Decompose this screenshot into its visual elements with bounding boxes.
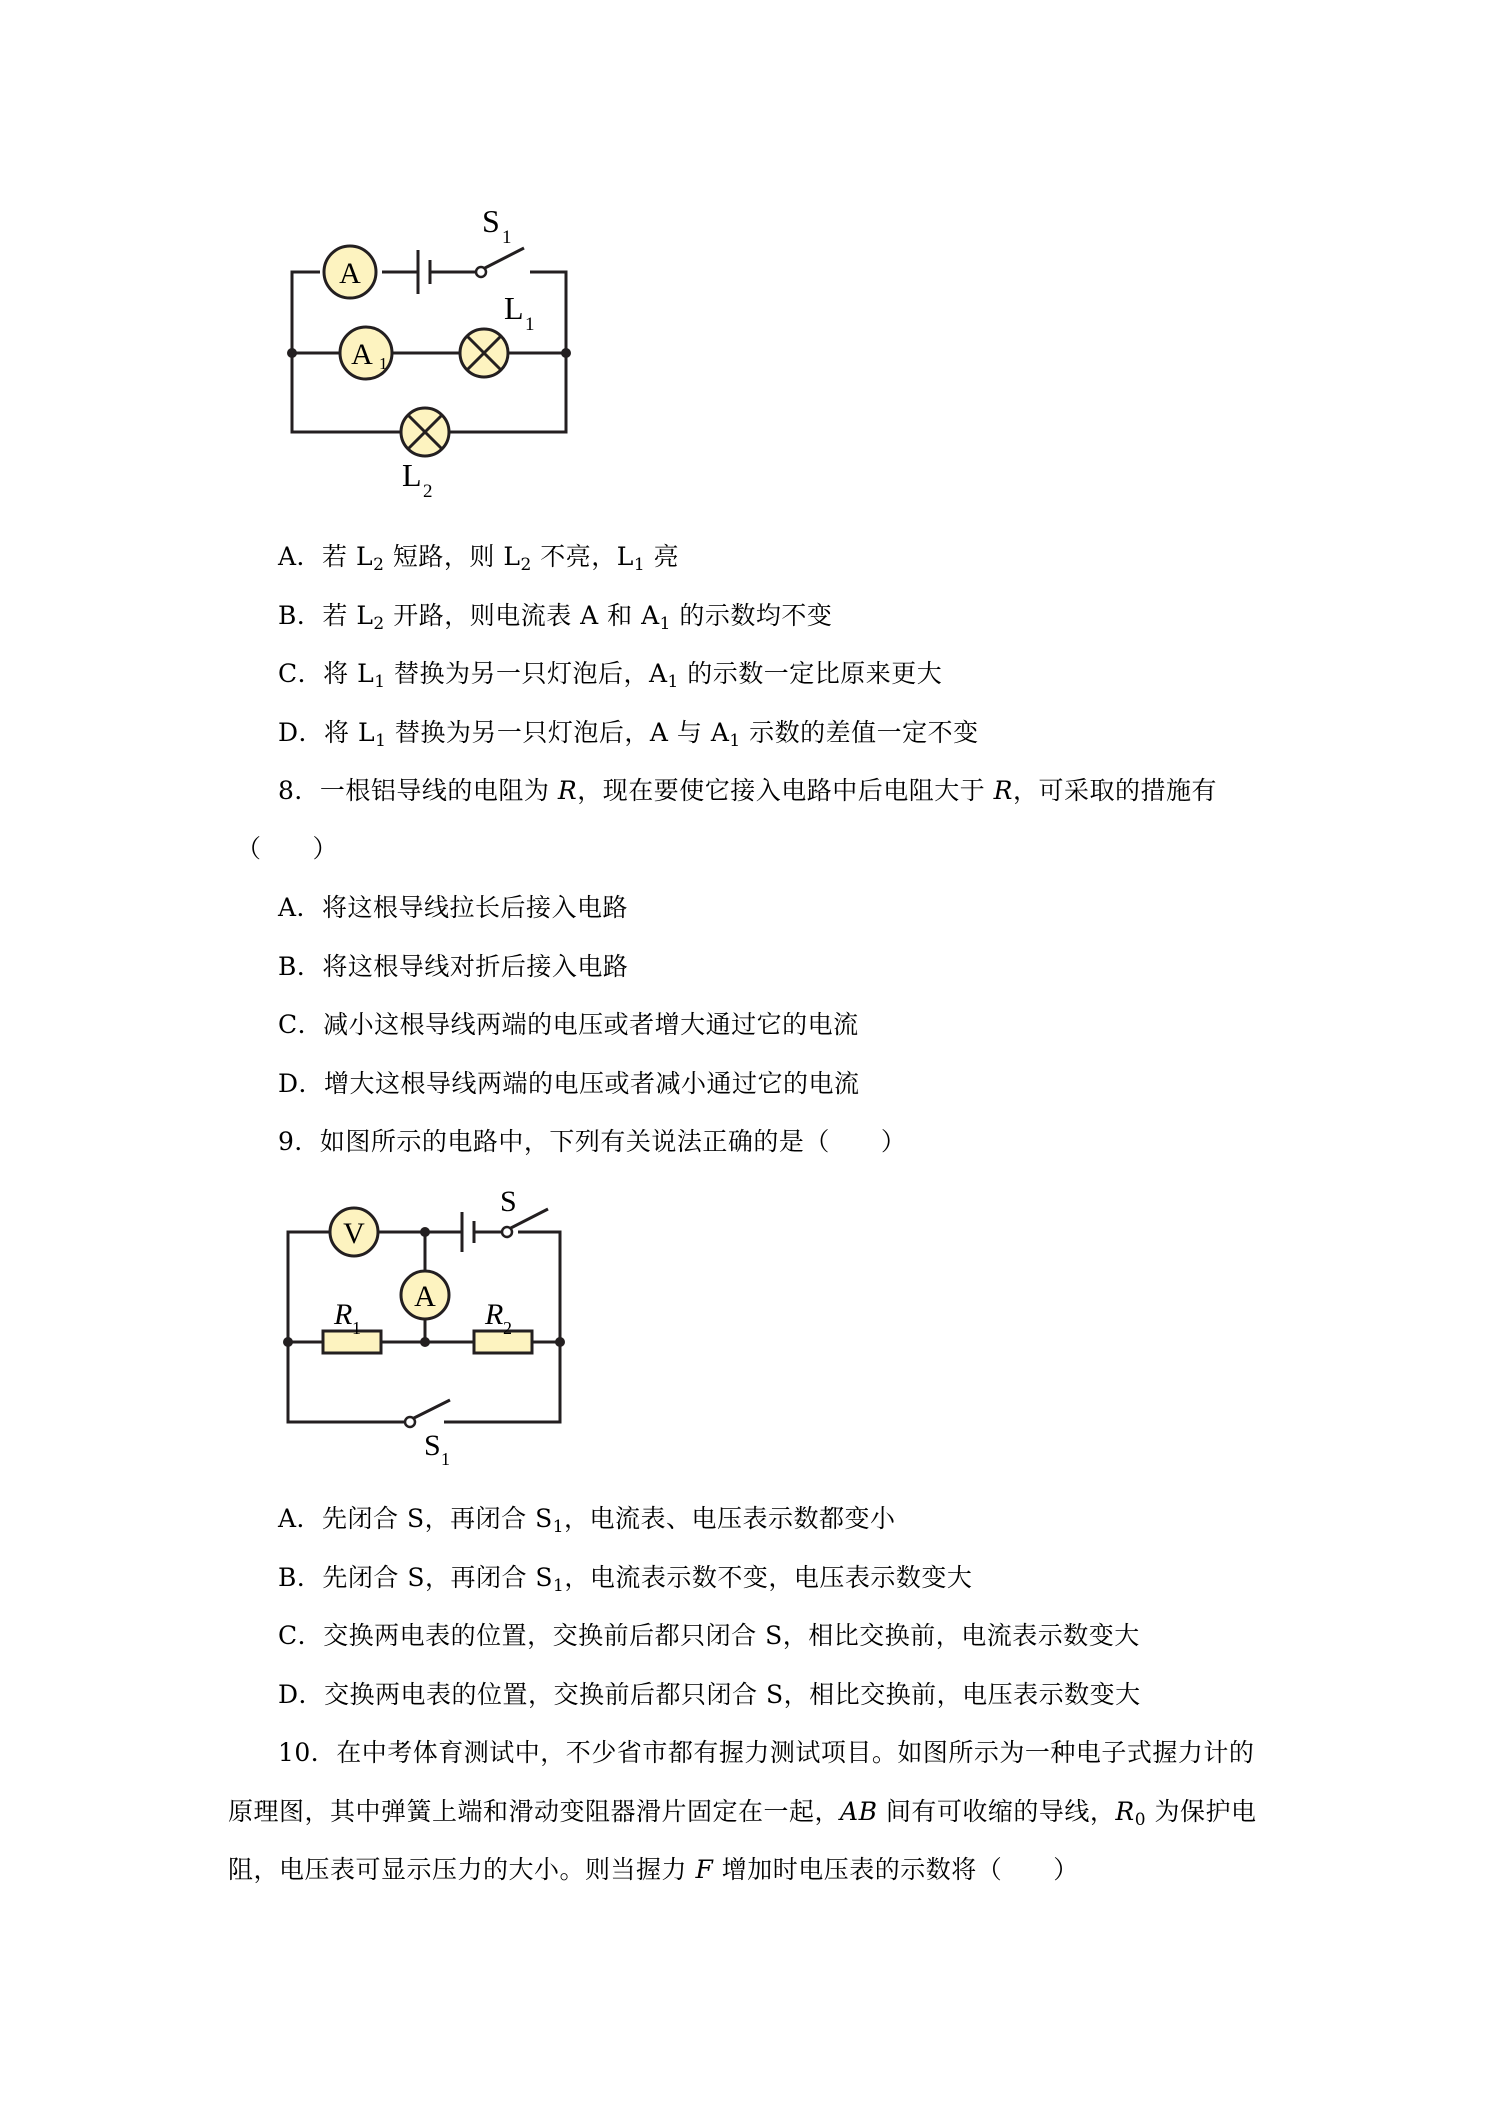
q9-stem: 9．如图所示的电路中，下列有关说法正确的是（ ） bbox=[278, 1127, 907, 1156]
text-segment: ，电流表、电压表示数都变小 bbox=[564, 1504, 896, 1533]
text-segment: AB bbox=[840, 1797, 878, 1826]
text-segment: 1 bbox=[633, 555, 646, 575]
text-segment: 0 bbox=[1134, 1810, 1147, 1830]
text-segment: 1 bbox=[374, 672, 386, 692]
text-segment: 1 bbox=[553, 1576, 565, 1596]
text-segment: R bbox=[993, 776, 1013, 805]
lamp-l2-label: L bbox=[402, 457, 422, 493]
text-segment: R bbox=[557, 776, 578, 805]
text-segment: 2 bbox=[520, 555, 532, 575]
lamp-l1-label: L bbox=[504, 290, 524, 326]
q10-line-3 bbox=[228, 1853, 1079, 1887]
text-segment: 开路，则电流表 A 和 A bbox=[384, 601, 660, 630]
switch-s1-label: S bbox=[424, 1429, 441, 1462]
text-segment: 1 bbox=[667, 672, 679, 692]
r1-label: R bbox=[334, 1298, 353, 1331]
switch-s1-sub: 1 bbox=[502, 227, 512, 248]
q8-option-c: C．减小这根导线两端的电压或者增大通过它的电流 bbox=[278, 1010, 859, 1039]
switch-s-label: S bbox=[500, 1185, 517, 1218]
text-segment: C．将 L bbox=[278, 659, 375, 688]
text-segment: 原理图，其中弹簧上端和滑动变阻器滑片固定在一起， bbox=[228, 1797, 841, 1826]
q10-line-2 bbox=[228, 1795, 1257, 1829]
q9-option-c bbox=[278, 1619, 1140, 1653]
text-segment: 替换为另一只灯泡后，A 与 A bbox=[386, 718, 730, 747]
text-segment: ，可采取的措施有 bbox=[1012, 776, 1217, 805]
text-segment: D．将 L bbox=[278, 718, 376, 747]
voltmeter-label: V bbox=[343, 1217, 365, 1250]
text-segment: ，现在要使它接入电路中后电阻大于 bbox=[577, 776, 994, 805]
text-segment: 替换为另一只灯泡后，A bbox=[385, 659, 668, 688]
q9-option-b bbox=[278, 1561, 972, 1595]
text-segment: 1 bbox=[375, 731, 387, 751]
switch-s1-label: S bbox=[482, 203, 500, 239]
text-segment: D．交换两电表的位置，交换前后都只闭合 S，相比交换前，电压表示数变大 bbox=[278, 1680, 1141, 1709]
q9-option-d bbox=[278, 1678, 1141, 1712]
lamp-l1-sub: 1 bbox=[525, 314, 535, 335]
q8-stem-tail: （ ） bbox=[236, 834, 339, 863]
ammeter-a-label: A bbox=[339, 257, 361, 290]
text-segment: 2 bbox=[373, 614, 385, 634]
text-segment: B．先闭合 S，再闭合 S bbox=[278, 1563, 554, 1592]
ammeter-a1-sub: 1 bbox=[379, 354, 388, 373]
text-segment: C．交换两电表的位置，交换前后都只闭合 S，相比交换前，电流表示数变大 bbox=[278, 1621, 1140, 1650]
text-segment: 增加时电压表的示数将（ ） bbox=[713, 1855, 1079, 1884]
q8-option-a: A．将这根导线拉长后接入电路 bbox=[278, 893, 629, 922]
text-segment: 1 bbox=[659, 614, 671, 634]
text-segment: 10．在中考体育测试中，不少省市都有握力测试项目。如图所示为一种电子式握力计的 bbox=[278, 1738, 1255, 1767]
text-segment: 亮 bbox=[645, 542, 680, 571]
text-segment: 的示数均不变 bbox=[670, 601, 833, 630]
text-segment: A．若 L bbox=[278, 542, 374, 571]
text-segment: B．若 L bbox=[278, 601, 374, 630]
text-segment: 为保护电 bbox=[1146, 1797, 1257, 1826]
ammeter-label: A bbox=[414, 1280, 436, 1313]
text-segment: 示数的差值一定不变 bbox=[740, 718, 979, 747]
text-segment: F bbox=[695, 1855, 714, 1884]
q8-option-b: B．将这根导线对折后接入电路 bbox=[278, 952, 629, 981]
r2-label: R bbox=[485, 1298, 504, 1331]
text-segment: 间有可收缩的导线， bbox=[877, 1797, 1116, 1826]
text-segment: 1 bbox=[729, 731, 741, 751]
text-segment: 阻，电压表可显示压力的大小。则当握力 bbox=[228, 1855, 696, 1884]
switch-s1-sub: 1 bbox=[441, 1449, 450, 1469]
q9-option-a bbox=[278, 1502, 896, 1536]
q10-line-1 bbox=[278, 1736, 1254, 1770]
text-segment: R bbox=[1115, 1797, 1135, 1826]
q8-option-d: D．增大这根导线两端的电压或者减小通过它的电流 bbox=[278, 1069, 860, 1098]
text-segment: 短路，则 L bbox=[384, 542, 521, 571]
lamp-l2-sub: 2 bbox=[423, 481, 433, 502]
text-segment: 8．一根铝导线的电阻为 bbox=[278, 776, 558, 805]
text-segment: 不亮，L bbox=[531, 542, 634, 571]
text-segment: 的示数一定比原来更大 bbox=[678, 659, 943, 688]
r1-sub: 1 bbox=[352, 1318, 361, 1338]
ammeter-a1-label: A bbox=[351, 338, 373, 371]
text-segment: A．先闭合 S，再闭合 S bbox=[278, 1504, 553, 1533]
text-segment: 2 bbox=[373, 555, 385, 575]
r2-sub: 2 bbox=[503, 1318, 512, 1338]
text-segment: ，电流表示数不变，电压表示数变大 bbox=[564, 1563, 973, 1592]
text-segment: 1 bbox=[552, 1517, 565, 1537]
